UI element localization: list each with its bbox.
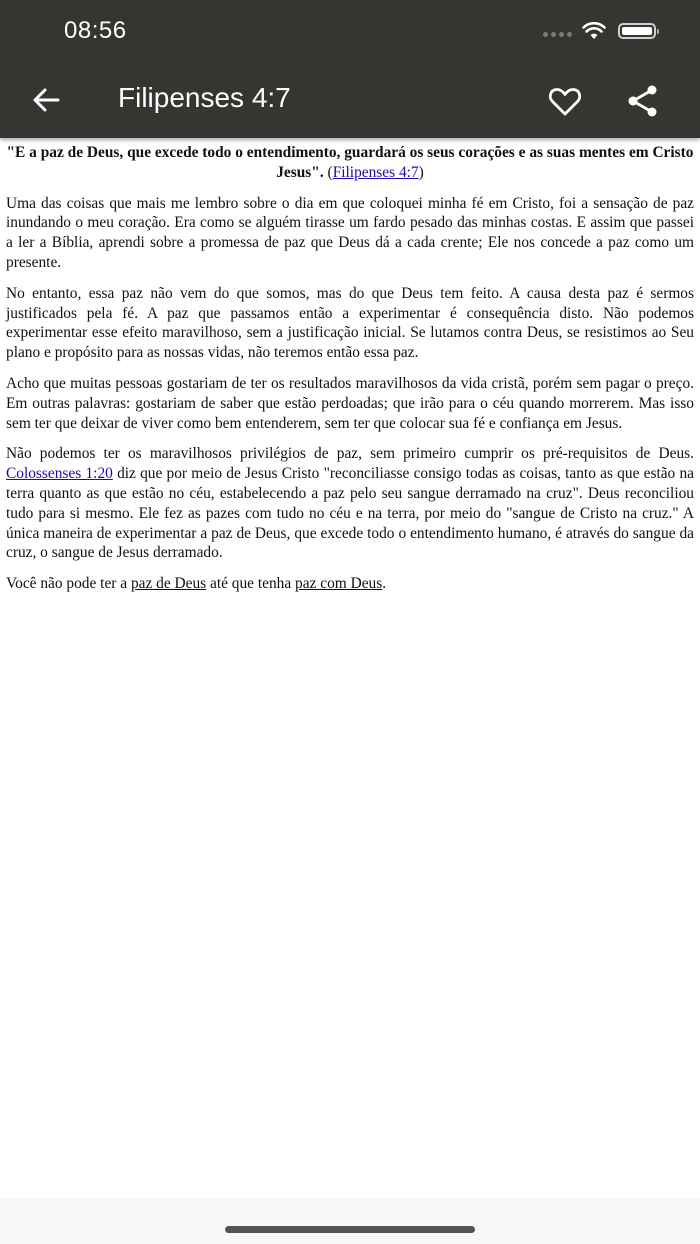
article-content xyxy=(6,143,694,605)
paragraph-5-text-c: . xyxy=(382,575,387,593)
paren-close: ) xyxy=(418,163,424,181)
paragraph-4-text-b: diz que por meio de Jesus Cristo "reconciliasse consigo todas as coisas, tanto as que estão na terra quanto as que estão no céu, estabelecendo a paz pelo seu sangue derramado na cruz". Deus reconciliou tudo para si mesmo. Ele fez as pazes com tudo no céu e na terra, por meio do "sangue de Cristo na cruz." A única maneira de experimentar a paz de Deus, que excede todo o entendimento humano, é através do sangue da cruz, o sangue de Jesus derramado. xyxy=(6,465,694,562)
paragraph-3: Acho que muitas pessoas gostariam de ter os resultados maravilhosos da vida cristã, porém sem pagar o preço. Em outras palavras: gostariam de saber que estão perdoadas; que irão para o céu quando morrerem. Mas isso sem ter que deixar de viver como bem entenderem, sem ter que colocar sua fé e confiança em Jesus. xyxy=(6,374,694,432)
favorite-button[interactable] xyxy=(546,82,584,120)
underline-paz-de-deus: paz de Deus xyxy=(130,575,207,593)
paren-open: ( xyxy=(323,163,333,181)
signal-dots-icon xyxy=(543,32,572,37)
heart-outline-icon xyxy=(546,82,584,120)
home-indicator[interactable] xyxy=(225,1226,475,1233)
back-button[interactable] xyxy=(28,82,64,118)
status-time: 08:56 xyxy=(64,17,127,44)
paragraph-2: No entanto, essa paz não vem do que somos, mas do que Deus tem feito. A causa desta paz é sermos justificados pela fé. A paz que passamos então a experimentar é consequência disto. Não podemos experimentar esse efeito maravilhoso, sem a justificação inicial. Se lutamos contra Deus, se resistimos ao Seu plano e propósito para as nossas vidas, não teremos então essa paz. xyxy=(6,284,694,362)
status-icons xyxy=(543,22,656,40)
wifi-icon xyxy=(582,22,606,40)
paragraph-4-text-a: Não podemos ter os maravilhosos privilégios de paz, sem primeiro cumprir os pré-requisitos de Deus. xyxy=(6,445,694,463)
share-button[interactable] xyxy=(624,82,662,120)
battery-icon xyxy=(618,23,656,39)
page-title: Filipenses 4:7 xyxy=(118,82,291,113)
app-header xyxy=(0,0,700,138)
arrow-left-icon xyxy=(28,82,64,118)
paragraph-5 xyxy=(6,574,694,594)
bottom-safe-area xyxy=(0,1198,700,1244)
paragraph-4 xyxy=(6,444,694,563)
paragraph-5-text-b: até que tenha xyxy=(206,575,296,593)
paragraph-1: Uma das coisas que mais me lembro sobre o dia em que coloquei minha fé em Cristo, foi a sensação de paz inundando o meu coração. Era como se alguém tirasse um fardo pesado das minhas costas. E assim que passei a ler a Bíblia, aprendi sobre a promessa de paz que Deus dá a cada crente; Ele nos concede a paz como um presente. xyxy=(6,194,694,271)
verse-reference-link[interactable]: Filipenses 4:7 xyxy=(332,163,419,181)
verse-quote xyxy=(6,143,694,183)
verse-text: "E a paz de Deus, que excede todo o entendimento, guardará os seus corações e as suas mentes em Cristo Jesus". xyxy=(6,144,694,181)
paragraph-5-text-a: Você não pode ter a xyxy=(6,575,131,593)
share-icon xyxy=(624,82,662,120)
underline-paz-com-deus: paz com Deus xyxy=(295,575,383,593)
colossians-link[interactable]: Colossenses 1:20 xyxy=(6,465,113,483)
